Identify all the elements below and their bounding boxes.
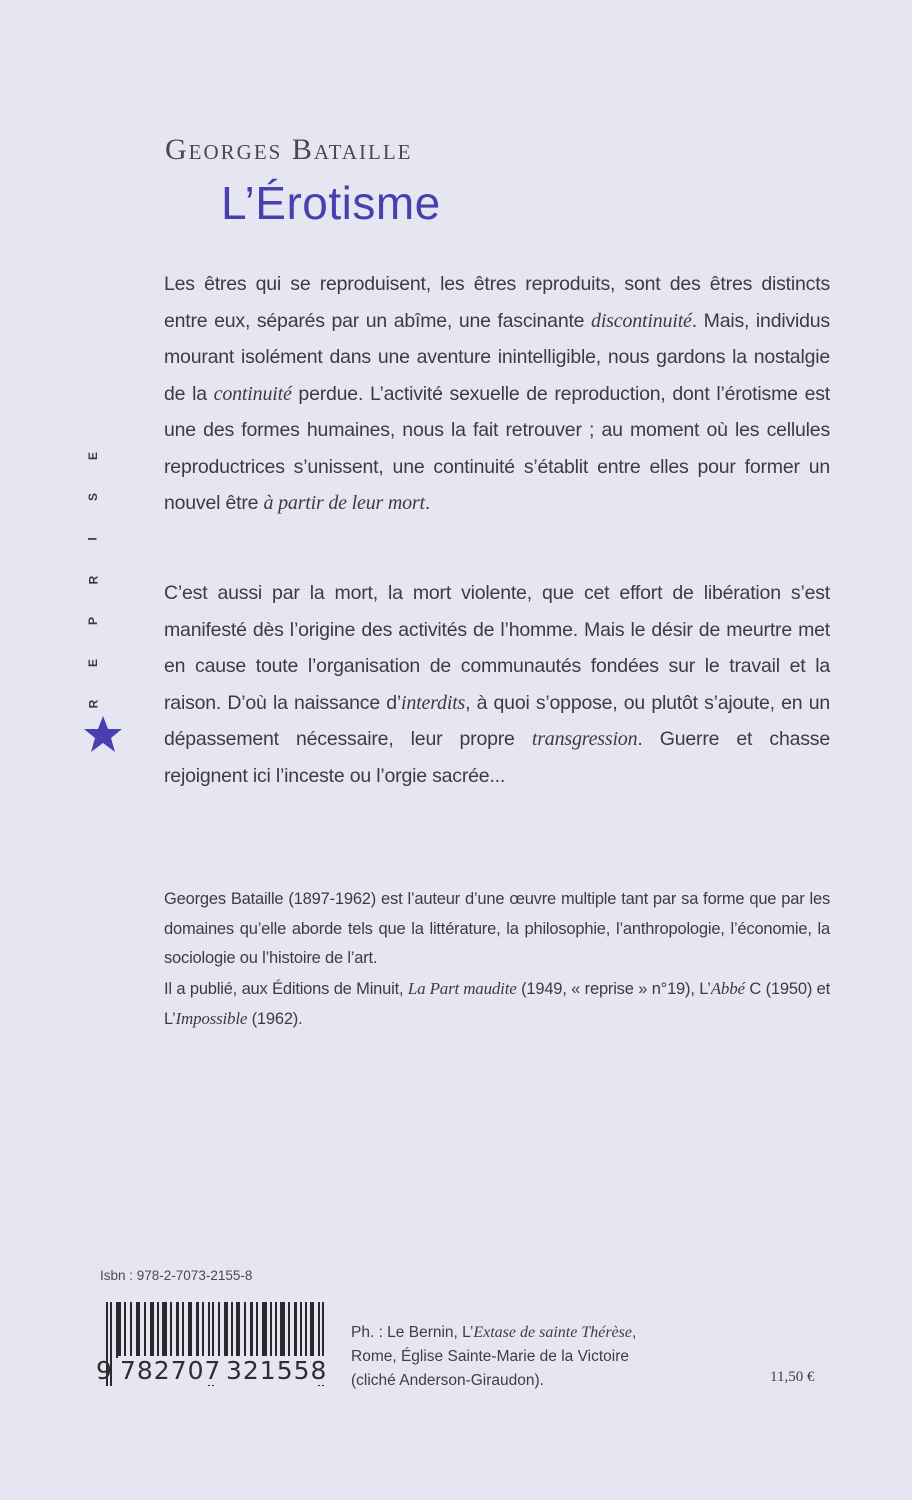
series-letter: E	[85, 451, 100, 461]
photo-credit: Ph. : Le Bernin, L’Extase de sainte Thérèse, Rome, Église Sainte-Marie de la Victoire (cliché Anderson-Giraudon).	[351, 1324, 637, 1389]
star-icon	[83, 714, 123, 754]
author-bio: Georges Bataille (1897-1962) est l’auteur d’une œuvre multiple tant par sa forme que par les domaines qu’elle aborde tels que la littérature, la philosophie, l’anthropologie, l’économie, la sociologie ou l’histoire de l’art. Il a publié, aux Éditions de Minuit, La Part maudite (1949, « reprise » n°19), L’Abbé C (1950) et L’Impossible (1962).	[164, 890, 830, 1028]
series-letter: I	[86, 536, 100, 541]
blurb-paragraph-2: C’est aussi par la mort, la mort violente, que cet effort de libération s’est manifesté dès l’origine des activités de l’homme. Mais le désir de meurtre met en cause toute l’organisation de communautés fondées sur le travail et la raison. D’où la naissance d’interdits, à quoi s’oppose, ou plutôt s’ajoute, en un dépassement nécessaire, leur propre transgression. Guerre et chasse rejoignent ici l’inceste ou l’orgie sacrée...	[164, 582, 830, 787]
author-name: Georges Bataille	[165, 133, 413, 166]
blurb-paragraph-1: Les êtres qui se reproduisent, les êtres reproduits, sont des êtres distincts entre eux, séparés par un abîme, une fascinante discontinuité. Mais, individus mourant isolément dans une aventure inintelligible, nous gardons la nostalgie de la continuité perdue. L’activité sexuelle de reproduction, dont l’érotisme est une des formes humaines, nous la fait retrouver ; au moment où les cellules reproductrices s’unissent, une continuité s’établit entre elles pour former un nouvel être à partir de leur mort.	[164, 273, 830, 514]
series-label	[78, 450, 108, 710]
series-letter: P	[85, 617, 100, 626]
series-letter: R	[85, 575, 100, 585]
price: 11,50 €	[770, 1369, 815, 1385]
book-title: L’Érotisme	[221, 177, 441, 229]
series-letter: R	[85, 699, 100, 709]
series-letter: E	[85, 658, 100, 667]
series-letter: S	[85, 493, 100, 502]
isbn-label: Isbn : 978-2-7073-2155-8	[100, 1268, 253, 1283]
